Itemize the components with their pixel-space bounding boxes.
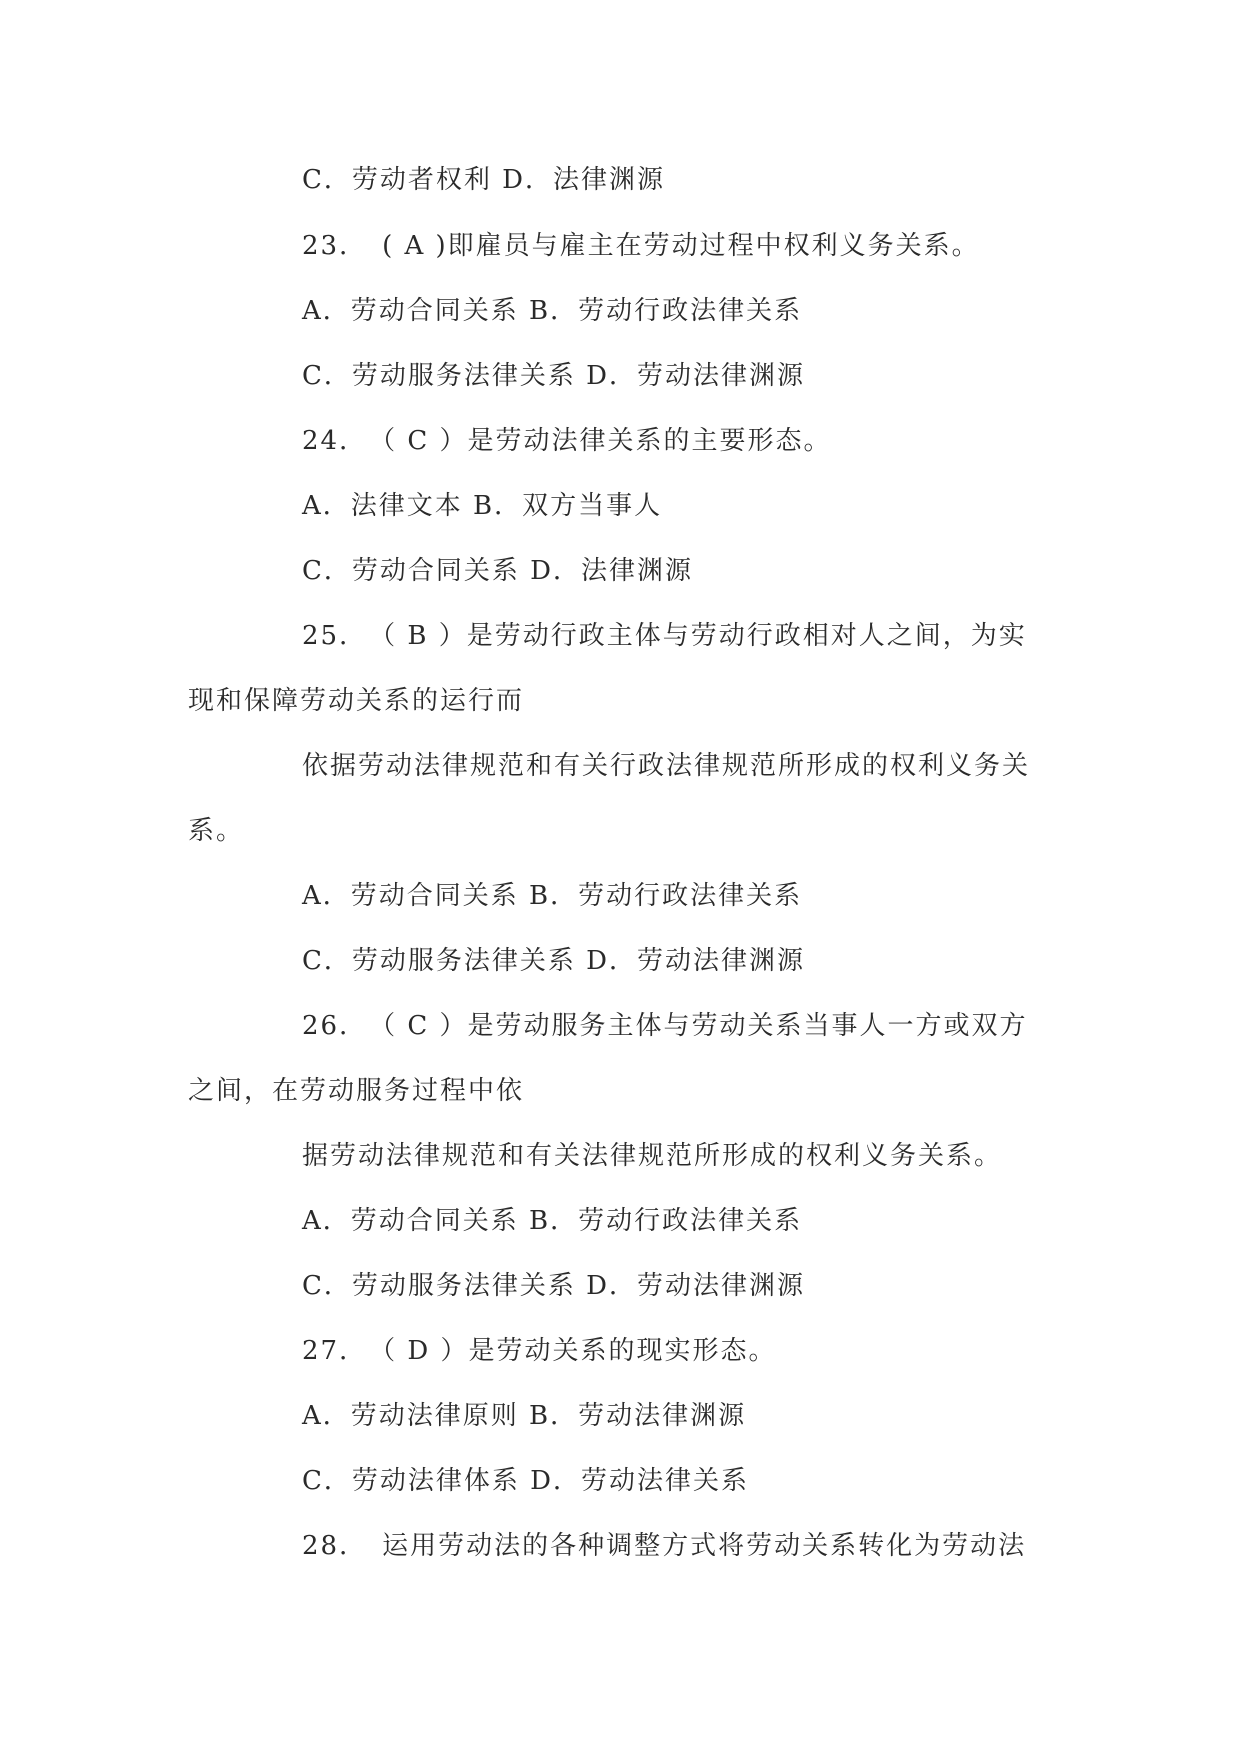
option-line-26-ab: A．劳动合同关系 B．劳动行政法律关系	[302, 1206, 803, 1236]
option-line-22-cd: C．劳动者权利 D．法律渊源	[302, 165, 666, 195]
option-line-27-cd: C．劳动法律体系 D．劳动法律关系	[302, 1466, 750, 1496]
question-24: 24． （ C ）是劳动法律关系的主要形态。	[302, 426, 832, 456]
option-line-25-ab: A．劳动合同关系 B．劳动行政法律关系	[302, 881, 803, 911]
option-line-27-ab: A．劳动法律原则 B．劳动法律渊源	[302, 1401, 747, 1431]
option-line-24-cd: C．劳动合同关系 D．法律渊源	[302, 556, 694, 586]
option-line-23-ab: A．劳动合同关系 B．劳动行政法律关系	[302, 296, 803, 326]
question-23: 23． ( A )即雇员与雇主在劳动过程中权利义务关系。	[302, 231, 980, 261]
question-26-cont-1: 之间，在劳动服务过程中依	[188, 1076, 525, 1106]
question-26: 26． （ C ）是劳动服务主体与劳动关系当事人一方或双方	[302, 1011, 1028, 1041]
question-26-cont-2: 据劳动法律规范和有关法律规范所形成的权利义务关系。	[302, 1141, 1003, 1171]
option-line-23-cd: C．劳动服务法律关系 D．劳动法律渊源	[302, 361, 806, 391]
question-25: 25． （ B ）是劳动行政主体与劳动行政相对人之间，为实	[302, 621, 1027, 651]
question-27: 27． （ D ）是劳动关系的现实形态。	[302, 1336, 777, 1366]
option-line-26-cd: C．劳动服务法律关系 D．劳动法律渊源	[302, 1271, 806, 1301]
question-25-cont-2: 依据劳动法律规范和有关行政法律规范所形成的权利义务关	[302, 751, 1031, 781]
question-25-cont-1: 现和保障劳动关系的运行而	[188, 686, 525, 716]
option-line-24-ab: A．法律文本 B．双方当事人	[302, 491, 663, 521]
option-line-25-cd: C．劳动服务法律关系 D．劳动法律渊源	[302, 946, 806, 976]
question-28: 28． 运用劳动法的各种调整方式将劳动关系转化为劳动法	[302, 1531, 1027, 1561]
question-25-cont-3: 系。	[188, 816, 245, 846]
